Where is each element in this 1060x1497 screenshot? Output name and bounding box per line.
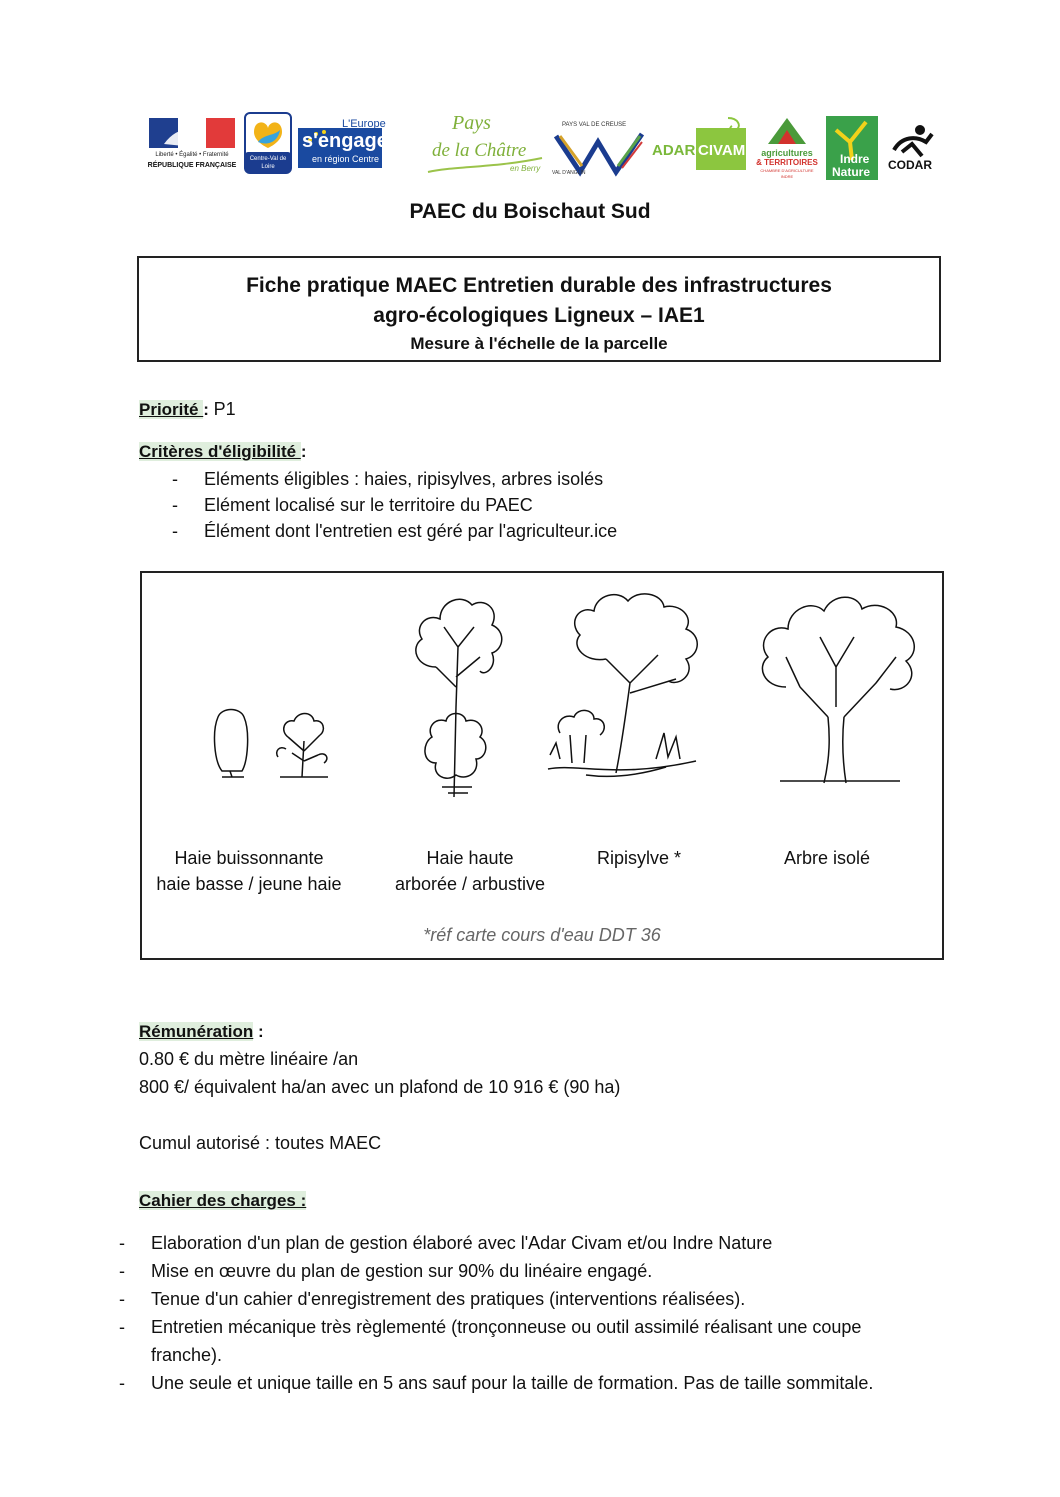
pays-line2: de la Châtre — [432, 140, 527, 161]
chambre-line4: INDRE — [780, 174, 794, 179]
title-box — [137, 256, 941, 362]
logo-pays-val-de-creuse — [552, 122, 646, 178]
logo-region-centre — [244, 112, 292, 174]
indre-nature-line1: Indre — [840, 152, 870, 166]
creuse-line1: PAYS VAL DE CREUSE — [562, 122, 627, 128]
logo-europe-sengage — [298, 118, 388, 168]
hedge-types-figure — [140, 571, 944, 960]
civam-label: CIVAM — [698, 142, 746, 159]
europe-line2: s'engage — [302, 130, 388, 152]
chambre-line2: & TERRITOIRES — [756, 158, 818, 167]
caption-haie-buissonnante: Haie buissonnante haie basse / jeune haie — [156, 848, 342, 894]
title-line-1: Fiche pratique MAEC Entretien durable des infrastructures — [246, 274, 832, 297]
criteres-sep: : — [300, 442, 307, 461]
priorite-row — [139, 396, 236, 423]
criteres-heading — [139, 438, 306, 465]
republique-motto: Liberté • Égalité • Fraternité — [155, 152, 229, 158]
cahier-heading — [139, 1187, 306, 1214]
figure-footnote: *réf carte cours d'eau DDT 36 — [423, 925, 661, 945]
remuneration-heading — [139, 1018, 264, 1045]
list-item: - Entretien mécanique très règlementé (tronçonneuse ou outil assimilé réalisant une coupe — [119, 1317, 862, 1337]
logo-adar-civam — [652, 114, 748, 176]
shrub-hedge-illustration — [208, 701, 338, 781]
pays-line1: Pays — [452, 112, 491, 134]
caption-haie-haute: Haie haute arborée / arbustive — [394, 848, 546, 894]
logo-pays-de-la-chatre — [424, 110, 548, 180]
isolated-tree-illustration — [750, 587, 930, 787]
list-item: - Élément dont l'entretien est géré par l'agriculteur.ice — [172, 521, 618, 541]
priorite-label: Priorité — [139, 400, 204, 419]
cumul-text: Cumul autorisé : toutes MAEC — [139, 1133, 382, 1153]
priorite-value: P1 — [213, 399, 236, 419]
page-title: PAEC du Boischaut Sud — [409, 200, 651, 223]
europe-line3: en région Centre — [312, 154, 380, 164]
logo-indre-nature — [826, 116, 878, 180]
creuse-line2: VAL D'ANGLIN — [552, 170, 586, 176]
codar-label: CODAR — [888, 158, 932, 172]
list-item-continuation: franche). — [151, 1345, 223, 1365]
logo-republique-francaise — [146, 116, 238, 174]
chambre-line3: CHAMBRE D'AGRICULTURE — [760, 168, 814, 173]
remuneration-sep: : — [253, 1022, 264, 1041]
logo-codar — [886, 122, 938, 174]
indre-nature-line2: Nature — [832, 165, 871, 179]
cahier-label: Cahier des charges : — [139, 1191, 307, 1210]
title-line-3: Mesure à l'échelle de la parcelle — [410, 334, 668, 353]
republique-label: RÉPUBLIQUE FRANÇAISE — [147, 162, 237, 169]
list-item: - Une seule et unique taille en 5 ans sauf pour la taille de formation. Pas de taille sommitale. — [119, 1373, 874, 1393]
pays-line3: en Berry — [510, 164, 541, 173]
riparian-illustration — [546, 583, 726, 783]
list-item: - Tenue d'un cahier d'enregistrement des pratiques (interventions réalisées). — [119, 1289, 746, 1309]
region-label: Centre-Val de Loire — [249, 156, 287, 170]
list-item: - Mise en œuvre du plan de gestion sur 90% du linéaire engagé. — [119, 1261, 653, 1281]
list-item: - Elaboration d'un plan de gestion élaboré avec l'Adar Civam et/ou Indre Nature — [119, 1233, 773, 1253]
cahier-list — [119, 1229, 951, 1397]
adar-label: ADAR — [652, 142, 696, 159]
list-item: - Eléments éligibles : haies, ripisylves, arbres isolés — [172, 469, 604, 489]
priorite-sep: : — [203, 400, 214, 419]
title-line-2: agro-écologiques Ligneux – IAE1 — [373, 304, 705, 327]
caption-ripisylve: Ripisylve * — [596, 848, 682, 868]
logo-chambre-agriculture — [754, 114, 820, 182]
tall-hedge-illustration — [396, 587, 526, 802]
caption-arbre-isole: Arbre isolé — [783, 848, 871, 868]
remuneration-label: Rémunération — [139, 1022, 254, 1041]
criteres-list — [172, 466, 924, 544]
remuneration-line-1: 0.80 € du mètre linéaire /an — [139, 1049, 359, 1069]
europe-line1: L'Europe — [342, 118, 386, 130]
criteres-label: Critères d'éligibilité — [139, 442, 301, 461]
list-item: - Elément localisé sur le territoire du PAEC — [172, 495, 533, 515]
chambre-line1: agricultures — [761, 148, 813, 158]
remuneration-line-2: 800 €/ équivalent ha/an avec un plafond de 10 916 € (90 ha) — [139, 1077, 621, 1097]
